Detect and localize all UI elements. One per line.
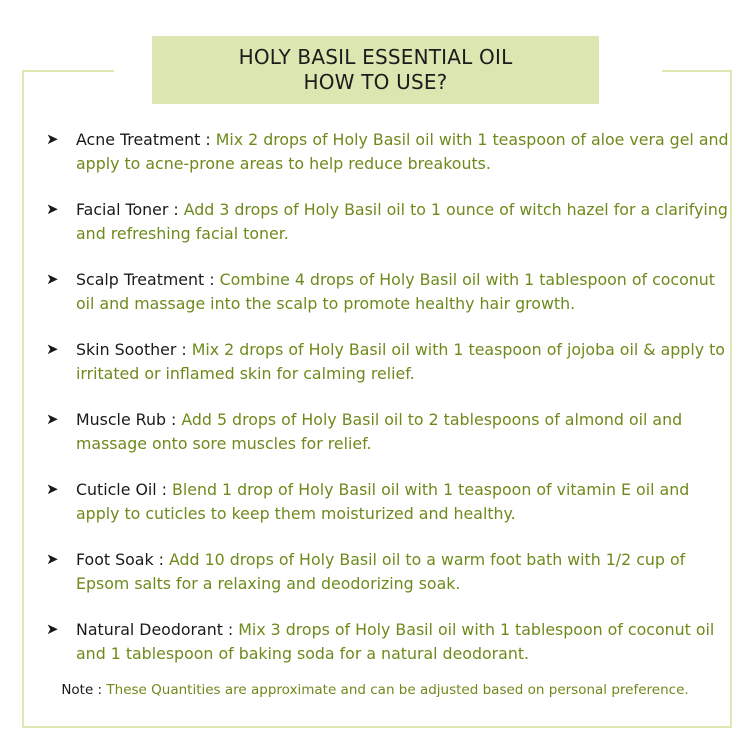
item-text: Mix 3 drops of Holy Basil oil with 1 tablespoon of coconut oil and 1 tablespoon of baking soda for a natural deodorant. (76, 620, 715, 663)
list-item-scalp-treatment (46, 268, 736, 315)
item-label: Scalp Treatment : (76, 270, 215, 289)
item-label: Cuticle Oil : (76, 480, 167, 499)
arrow-right-icon: ➤ (46, 270, 59, 288)
arrow-right-icon: ➤ (46, 200, 59, 218)
arrow-right-icon: ➤ (46, 410, 59, 428)
list-item-muscle-rub (46, 408, 736, 455)
frame-top-right-segment (662, 70, 732, 72)
item-label: Muscle Rub : (76, 410, 177, 429)
list-item-facial-toner (46, 198, 736, 245)
page-title: HOLY BASIL ESSENTIAL OIL (238, 45, 513, 69)
note-label: Note : (61, 682, 103, 698)
title-banner (152, 36, 599, 104)
item-label: Natural Deodorant : (76, 620, 234, 639)
list-item-foot-soak (46, 548, 736, 595)
item-label: Foot Soak : (76, 550, 164, 569)
item-text: Add 3 drops of Holy Basil oil to 1 ounce of witch hazel for a clarifying and refreshing facial toner. (76, 200, 728, 243)
footnote (60, 679, 690, 701)
item-text: Combine 4 drops of Holy Basil oil with 1 tablespoon of coconut oil and massage into the scalp to promote healthy hair growth. (76, 270, 715, 313)
item-text: Add 10 drops of Holy Basil oil to a warm foot bath with 1/2 cup of Epsom salts for a relaxing and deodorizing soak. (76, 550, 686, 593)
note-text: These Quantities are approximate and can be adjusted based on personal preference. (106, 682, 689, 698)
item-text: Blend 1 drop of Holy Basil oil with 1 teaspoon of vitamin E oil and apply to cuticles to keep them moisturized and healthy. (76, 480, 690, 523)
item-text: Add 5 drops of Holy Basil oil to 2 tablespoons of almond oil and massage onto sore muscles for relief. (76, 410, 683, 453)
usage-list (46, 128, 736, 688)
arrow-right-icon: ➤ (46, 130, 59, 148)
item-text: Mix 2 drops of Holy Basil oil with 1 teaspoon of jojoba oil & apply to irritated or inflamed skin for calming relief. (76, 340, 725, 383)
list-item-cuticle-oil (46, 478, 736, 525)
item-label: Skin Soother : (76, 340, 187, 359)
item-label: Facial Toner : (76, 200, 179, 219)
list-item-natural-deodorant (46, 618, 736, 665)
item-text: Mix 2 drops of Holy Basil oil with 1 teaspoon of aloe vera gel and apply to acne-prone areas to help reduce breakouts. (76, 130, 729, 173)
list-item-acne-treatment (46, 128, 736, 175)
arrow-right-icon: ➤ (46, 550, 59, 568)
arrow-right-icon: ➤ (46, 480, 59, 498)
arrow-right-icon: ➤ (46, 620, 59, 638)
page-subtitle: HOW TO USE? (303, 70, 448, 94)
frame-top-left-segment (22, 70, 114, 72)
arrow-right-icon: ➤ (46, 340, 59, 358)
item-label: Acne Treatment : (76, 130, 211, 149)
list-item-skin-soother (46, 338, 736, 385)
